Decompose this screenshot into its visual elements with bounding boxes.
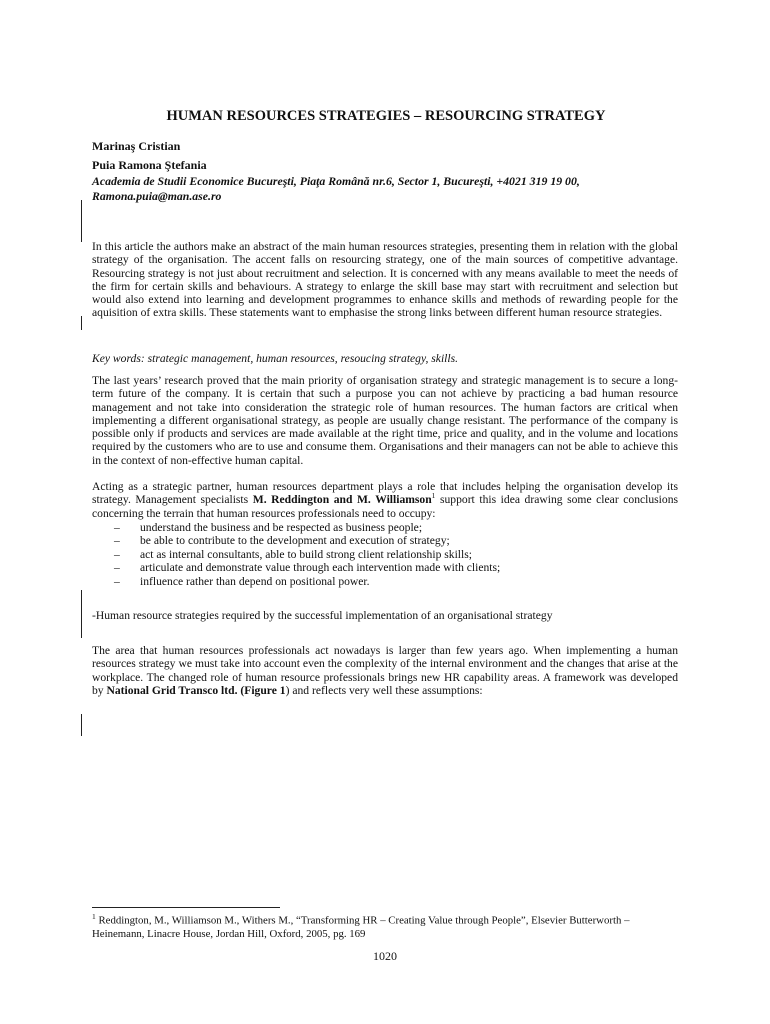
list-dash: –	[114, 574, 120, 588]
para2-text-end: support this idea drawing some clear conclusions concerning the terrain that human resources professionals need to occupy:	[92, 493, 678, 520]
list-item	[92, 575, 678, 588]
affiliation-line-1: Academia de Studii Economice Bucureşti, Piaţa Română nr.6, Sector 1, Bucureşti, +4021 319 19 00,	[92, 174, 580, 188]
list-item	[92, 521, 678, 534]
figure-ref: (Figure 1	[240, 683, 286, 697]
role-list	[92, 521, 678, 588]
list-dash: –	[114, 547, 120, 561]
body-paragraph-1: The last years’ research proved that the main priority of organisation strategy and strategic management is to secure a long-term future of the company. It is certain that such a purpose you can not achieve by practicing a bad human resource management and not take into consideration the strategic role of human resources. The human factors are critical when implementing a different organisational strategy, as people are usually change resistant. The performance of the company is possible only if products and services are made available at the right time, price and quality, and in the volume and locations required by the customers who are to use and consume them. Organisations and their managers can not be able to achieve this in the context of non-effective human capital.	[92, 374, 678, 467]
list-item	[92, 561, 678, 574]
paper-title: HUMAN RESOURCES STRATEGIES – RESOURCING STRATEGY	[166, 108, 606, 124]
list-dash: –	[114, 561, 120, 575]
footnote-text: Reddington, M., Williamson M., Withers M., “Transforming HR – Creating Value through People”, Elsevier Butterworth – Heinemann, Linacre House, Jordan Hill, Oxford, 2005, pg. 169	[92, 914, 630, 940]
affiliation	[92, 174, 692, 204]
section-caption: -Human resource strategies required by the successful implementation of an organisational strategy	[92, 609, 553, 622]
list-dash: –	[114, 521, 120, 534]
body-paragraph-2	[92, 480, 678, 520]
list-item-text: be able to contribute to the development and execution of strategy;	[140, 534, 450, 548]
footnote-separator	[92, 907, 280, 908]
revision-bar	[81, 316, 82, 330]
body-paragraph-3	[92, 644, 678, 697]
author-2: Puia Ramona Ştefania	[92, 158, 207, 172]
affiliation-email: Ramona.puia@man.ase.ro	[92, 189, 222, 203]
list-item	[92, 534, 678, 547]
list-item-text: articulate and demonstrate value through each intervention made with clients;	[140, 561, 501, 575]
page-number: 1020	[373, 949, 397, 963]
list-item-text: act as internal consultants, able to build strong client relationship skills;	[140, 547, 472, 561]
list-item-text: influence rather than depend on positional power.	[140, 574, 370, 588]
revision-bar	[81, 200, 82, 242]
revision-bar	[81, 590, 82, 638]
abstract-paragraph: In this article the authors make an abstract of the main human resources strategies, presenting them in relation with the global strategy of the organisation. The accent falls on resourcing strategy, one of the main sources of competitive advantage. Resourcing strategy is not just about recruitment and selection. It is concerned with any means available to meet the needs of the firm for certain skills and behaviours. A strategy to enlarge the skill base may start with recruitment and selection but would also extend into learning and development programmes to enhance skills and methods of rewarding people for the aquisition of extra skills. These statements want to emphasise the strong links between different human resource strategies.	[92, 240, 678, 320]
list-item	[92, 548, 678, 561]
list-item-text: understand the business and be respected as business people;	[140, 521, 423, 534]
company-name: National Grid Transco ltd.	[106, 683, 238, 697]
para3-text-end: ) and reflects very well these assumptions:	[285, 683, 483, 697]
list-dash: –	[114, 534, 120, 548]
revision-bar	[81, 714, 82, 736]
para3-text-start: The area that human resources professionals act nowadays is larger than few years ago. When implementing a human resources strategy we must take into account even the complexity of the internal environment and the changes that arise at the workplace. The changed role of human resource professionals brings new HR capability areas. A framework was developed by	[92, 644, 678, 697]
author-1: Marinaş Cristian	[92, 139, 181, 153]
footnote-ref: 1	[431, 491, 436, 501]
cited-authors: M. Reddington and M. Williamson	[252, 493, 432, 507]
footnote-marker: 1	[92, 912, 96, 921]
footnote	[92, 910, 682, 941]
keywords: Key words: strategic management, human resources, resoucing strategy, skills.	[92, 352, 459, 365]
para2-text-start: Acting as a strategic partner, human resources department plays a role that includes helping the organisation develop its strategy. Management specialists	[92, 480, 678, 507]
